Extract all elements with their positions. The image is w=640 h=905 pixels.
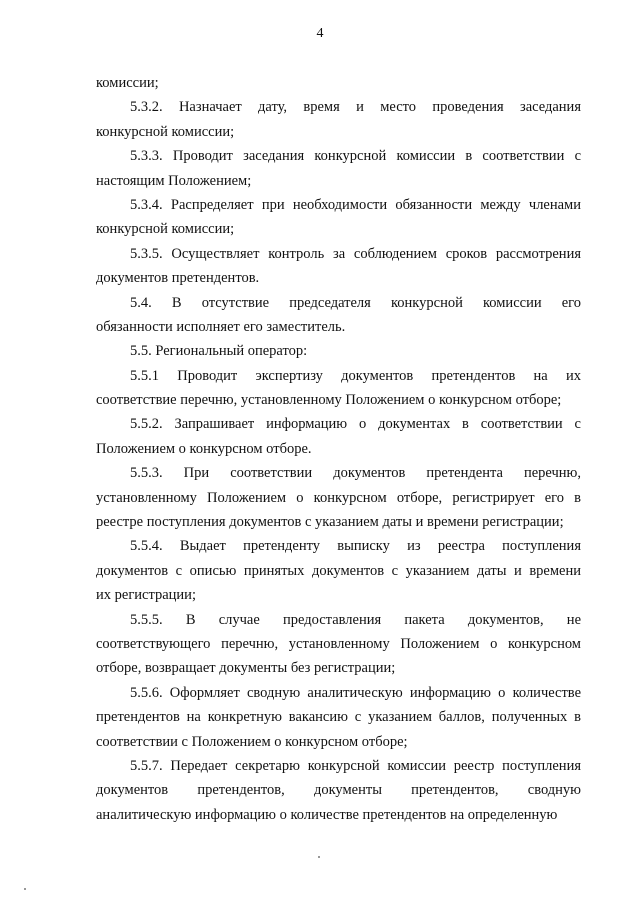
paragraph	[96, 461, 581, 534]
paragraph	[96, 339, 581, 363]
text-line: документов с описью принятых документов с указанием даты и времени	[96, 562, 581, 579]
text-line: 5.5.6. Оформляет сводную аналитическую информацию о количестве	[130, 684, 581, 701]
text-line: 5.5. Региональный оператор:	[130, 343, 308, 360]
text-line: конкурсной комиссии;	[96, 123, 235, 140]
text-line: 5.3.2. Назначает дату, время и место проведения заседания	[130, 99, 581, 116]
text-line: их регистрации;	[96, 587, 196, 604]
text-line: соответствие перечню, установленному Положением о конкурсном отборе;	[96, 392, 562, 409]
text-line: реестре поступления документов с указанием даты и времени регистрации;	[96, 514, 564, 531]
scan-speck	[318, 856, 320, 858]
text-line: отборе, возвращает документы без регистрации;	[96, 660, 396, 677]
text-line: 5.5.5. В случае предоставления пакета документов, не	[130, 611, 581, 628]
text-line: 5.5.2. Запрашивает информацию о документах в соответствии с	[130, 416, 581, 433]
text-line: настоящим Положением;	[96, 172, 252, 189]
paragraph	[96, 364, 581, 413]
paragraph	[96, 242, 581, 291]
text-line: 5.5.7. Передает секретарю конкурсной комиссии реестр поступления	[130, 757, 581, 774]
paragraph	[96, 95, 581, 144]
text-line: установленному Положением о конкурсном отборе, регистрирует его в	[96, 489, 581, 506]
text-line: 5.5.3. При соответствии документов претендента перечню,	[130, 465, 581, 482]
paragraph	[96, 193, 581, 242]
text-line: 5.3.4. Распределяет при необходимости обязанности между членами	[130, 196, 581, 213]
text-line: 5.5.1 Проводит экспертизу документов претендентов на их	[130, 367, 581, 384]
text-line: обязанности исполняет его заместитель.	[96, 318, 346, 335]
paragraph	[96, 71, 581, 95]
text-line: соответствующего перечню, установленному Положением о конкурсном	[96, 635, 581, 652]
paragraph	[96, 754, 581, 827]
text-line: документов претендентов, документы претендентов, сводную	[96, 782, 581, 799]
page-number: 4	[316, 26, 324, 41]
text-line: 5.4. В отсутствие председателя конкурсной комиссии его	[130, 294, 581, 311]
paragraph	[96, 144, 581, 193]
document-body	[96, 71, 581, 827]
paragraph	[96, 681, 581, 754]
text-line: документов претендентов.	[96, 270, 260, 287]
text-line: 5.5.4. Выдает претенденту выписку из реестра поступления	[130, 538, 581, 555]
paragraph	[96, 534, 581, 607]
text-line: 5.3.3. Проводит заседания конкурсной комиссии в соответствии с	[130, 148, 581, 165]
text-line: претендентов на конкретную вакансию с указанием баллов, полученных в	[96, 709, 581, 726]
text-line: Положением о конкурсном отборе.	[96, 440, 312, 457]
text-line: соответствии с Положением о конкурсном отборе;	[96, 733, 408, 750]
scan-speck	[24, 888, 26, 890]
text-line: аналитическую информацию о количестве претендентов на определенную	[96, 806, 558, 823]
paragraph	[96, 608, 581, 681]
text-line: конкурсной комиссии;	[96, 221, 235, 238]
paragraph	[96, 291, 581, 340]
text-line: комиссии;	[96, 75, 159, 91]
text-line: 5.3.5. Осуществляет контроль за соблюдением сроков рассмотрения	[130, 245, 581, 262]
paragraph	[96, 412, 581, 461]
